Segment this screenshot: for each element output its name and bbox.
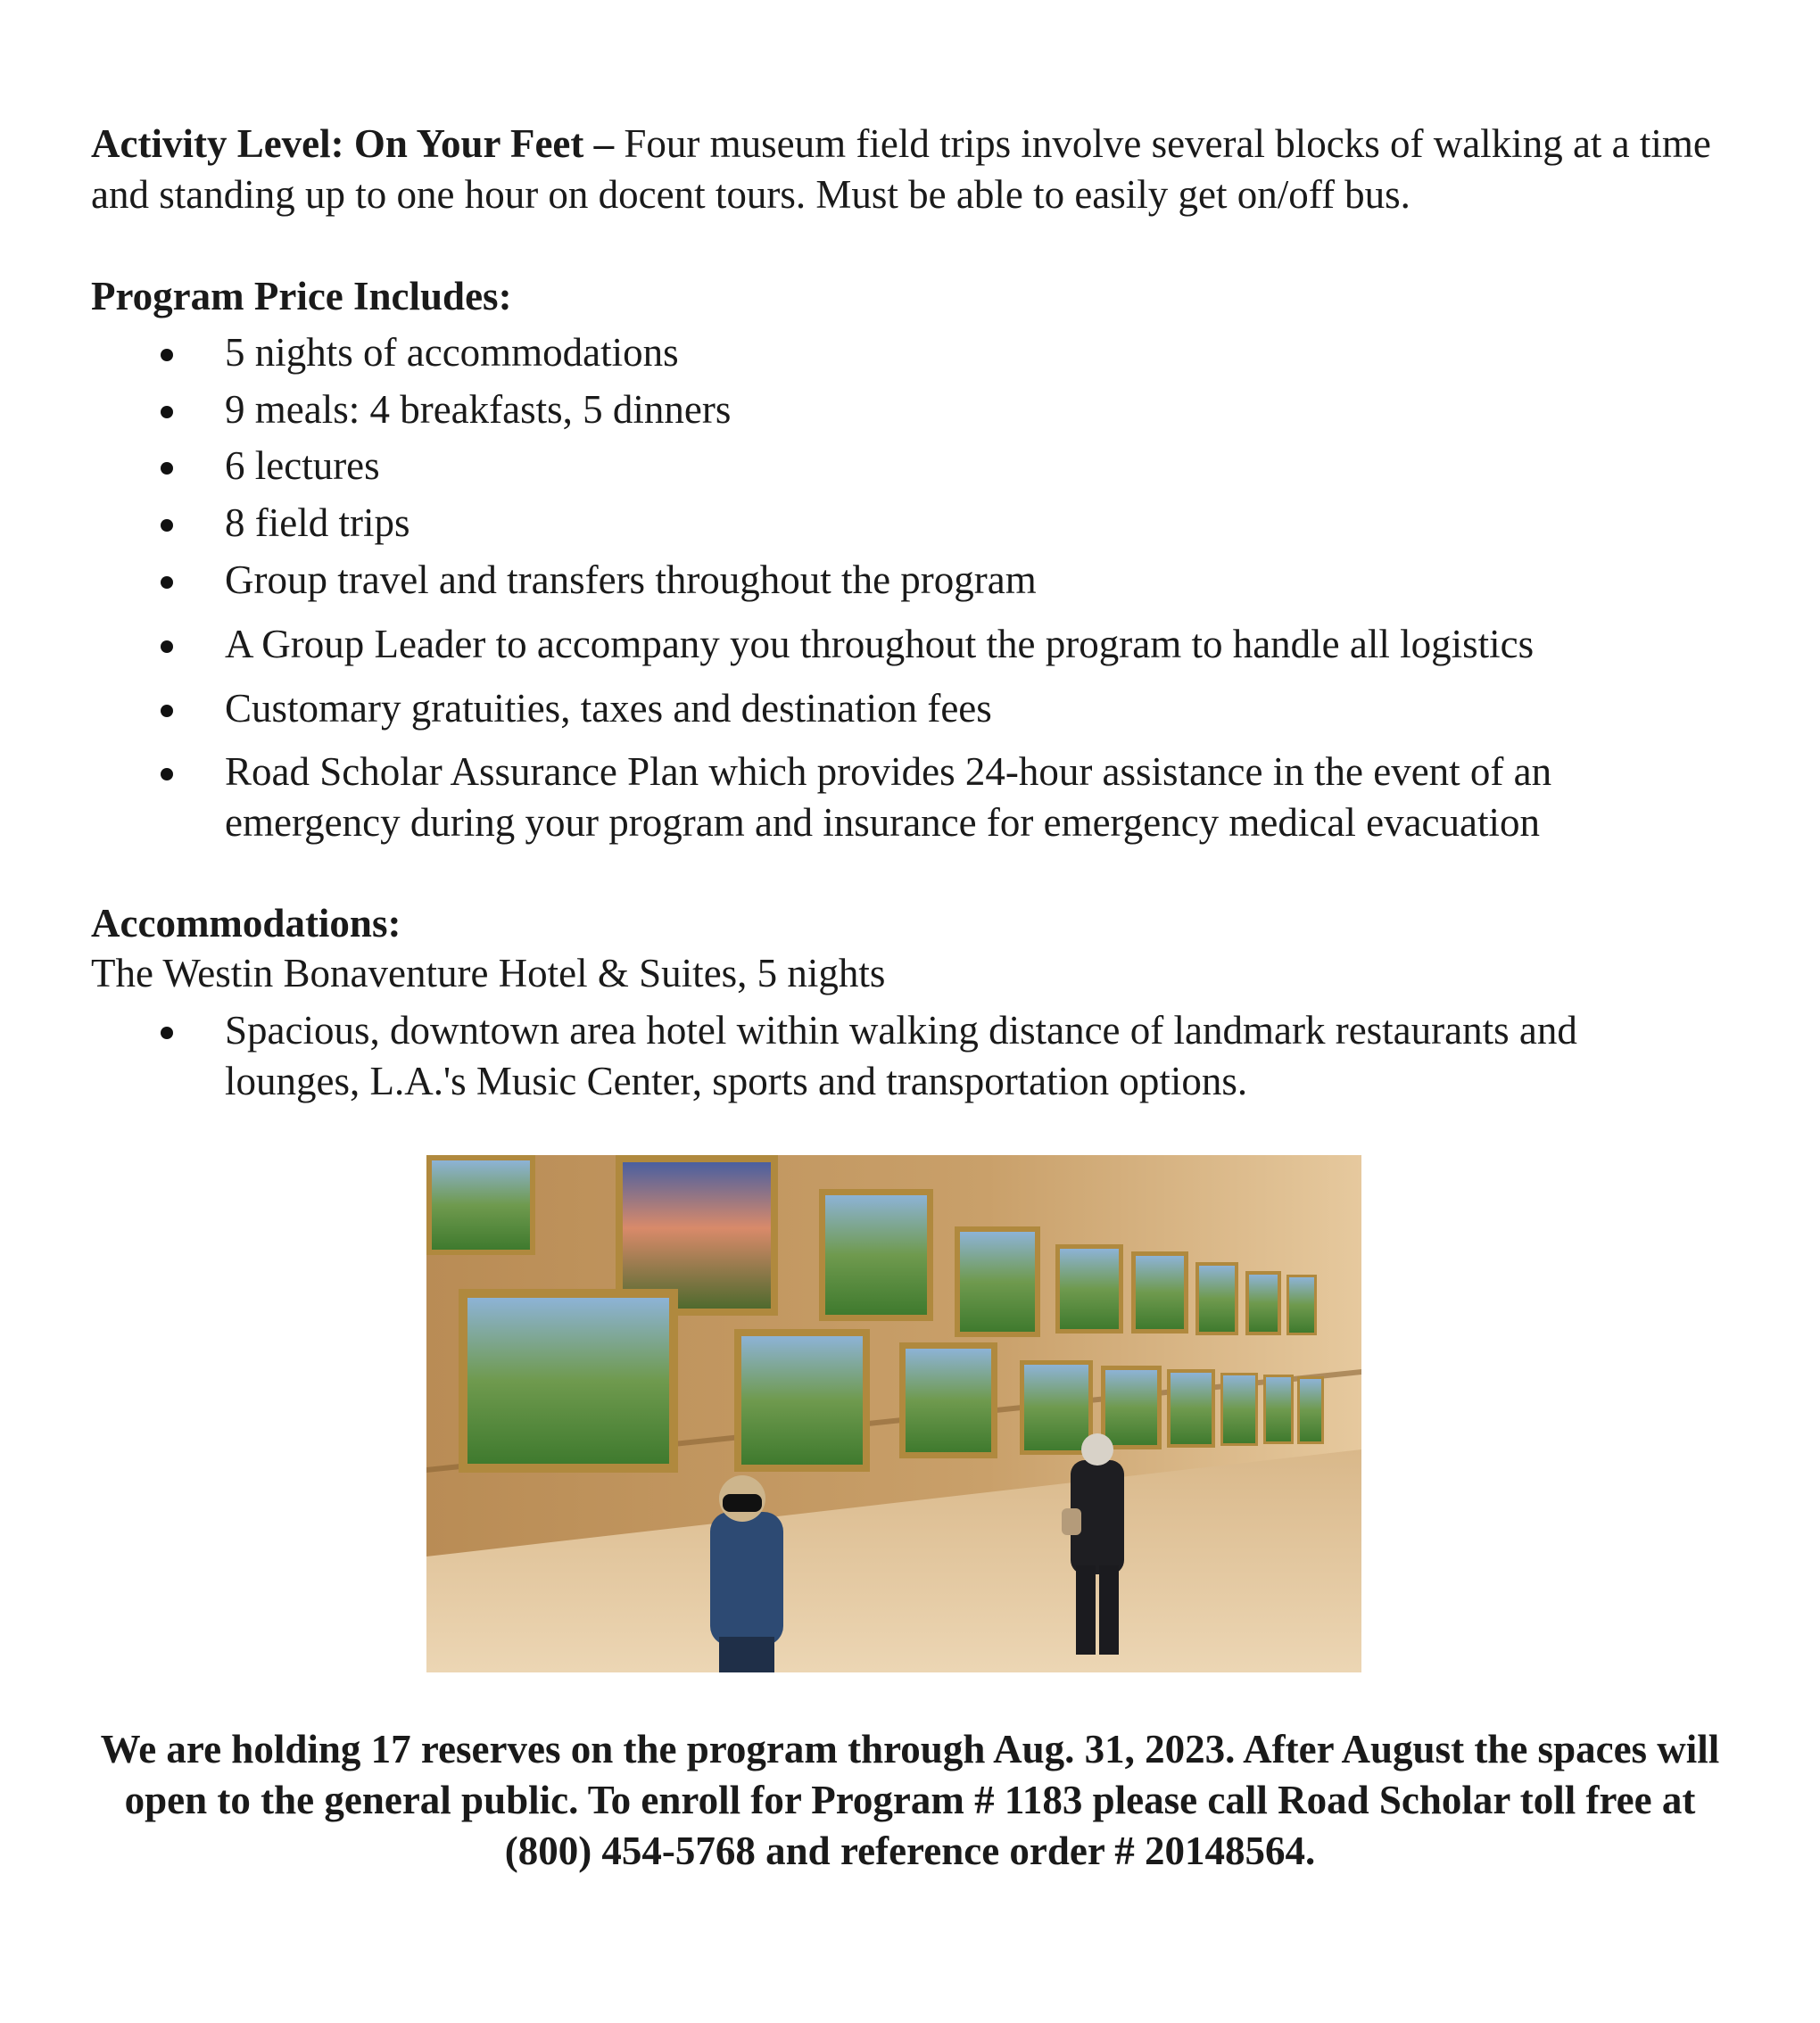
list-item: Road Scholar Assurance Plan which provides 24-hour assistance in the event of an emergency during your program and insurance for emergency medical evacuation xyxy=(225,747,1706,848)
list-item: A Group Leader to accompany you throughout the program to handle all logistics xyxy=(225,619,1706,670)
reserves-notice: We are holding 17 reserves on the program through Aug. 31, 2023. After August the spaces will open to the general public. To enroll for Program # 1183 please call Road Scholar toll free at (800) 454-5768 and reference order # 20148564. xyxy=(100,1727,1720,1873)
list-item: 8 field trips xyxy=(225,498,1706,549)
list-item: 6 lectures xyxy=(225,441,1706,491)
list-item: Group travel and transfers throughout the program xyxy=(225,555,1706,606)
list-item: Customary gratuities, taxes and destination fees xyxy=(225,683,1706,734)
list-item: 5 nights of accommodations xyxy=(225,327,1706,378)
hotel-name: The Westin Bonaventure Hotel & Suites, 5 nights xyxy=(91,951,886,995)
list-item: Spacious, downtown area hotel within walking distance of landmark restaurants and lounges, L.A.'s Music Center, sports and transportation options. xyxy=(225,1005,1706,1107)
museum-gallery-photo xyxy=(426,1155,1361,1672)
list-item: 9 meals: 4 breakfasts, 5 dinners xyxy=(225,384,1706,435)
activity-level-text: Four museum field trips involve several blocks of walking at a time and standing up to one hour on docent tours. Must be able to easily get on/off bus. xyxy=(91,121,1711,217)
accommodations-heading: Accommodations: xyxy=(91,901,401,945)
activity-level-label: Activity Level: On Your Feet – xyxy=(91,121,615,166)
price-includes-heading: Program Price Includes: xyxy=(91,274,512,318)
activity-level-paragraph xyxy=(91,119,1750,220)
gallery-photo-illustration xyxy=(426,1155,1361,1672)
